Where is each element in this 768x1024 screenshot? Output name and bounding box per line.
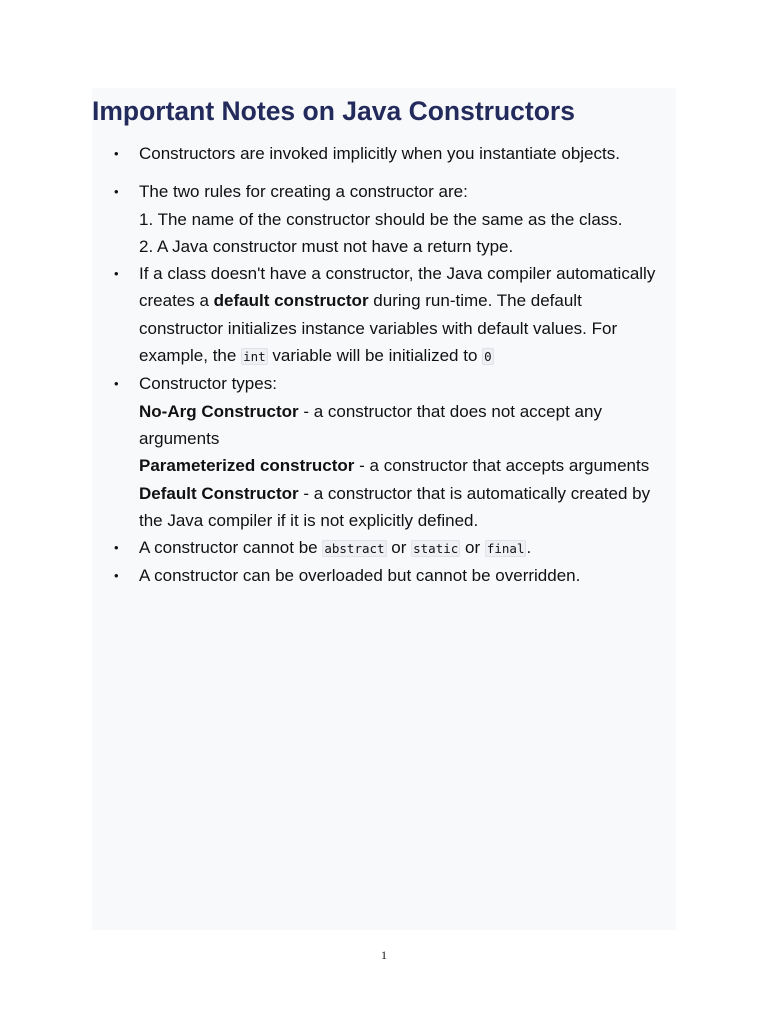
parameterized-description: - a constructor that accepts arguments (354, 456, 650, 476)
rule-1-text: 1. The name of the constructor should be the same as the class. (139, 209, 623, 229)
default-type-description: - a constructor that is automatically created by (298, 483, 651, 503)
modifiers-text: or (460, 538, 485, 558)
abstract-code: abstract (324, 541, 385, 557)
rule-2-text: 2. A Java constructor must not have a return type. (139, 236, 514, 256)
default-type-line-continued: the Java compiler if it is not explicitly defined. (139, 510, 479, 530)
default-type-line (139, 480, 682, 507)
default-note-line-3: constructor initializes instance variables with default values. For (139, 318, 618, 338)
default-note-line-4 (139, 342, 682, 370)
default-note-text: example, the (139, 346, 242, 366)
default-note-line-2 (139, 287, 682, 314)
static-code: static (413, 541, 459, 557)
bullet-icon: • (114, 266, 119, 282)
default-type-term: Default Constructor (139, 483, 299, 503)
bullet-icon: • (114, 540, 119, 556)
notes-list (92, 140, 682, 590)
page-number: 1 (381, 948, 387, 962)
zero-code: 0 (484, 349, 492, 365)
document-content (92, 88, 682, 590)
no-arg-description: - a constructor that does not accept any (298, 401, 602, 421)
page-title: Important Notes on Java Constructors (92, 96, 575, 126)
bullet-icon: • (114, 568, 119, 584)
modifiers-text: A constructor cannot be (139, 538, 323, 558)
bullet-icon: • (114, 376, 119, 392)
list-item-modifiers (92, 534, 682, 562)
no-arg-term: No-Arg Constructor (139, 401, 299, 421)
bullet-icon: • (114, 184, 119, 200)
list-item-overload (92, 562, 682, 589)
rules-intro-text: The two rules for creating a constructor are: (139, 182, 468, 202)
default-note-text: during run-time. The default (368, 291, 582, 311)
no-arg-line (139, 398, 682, 425)
parameterized-line (139, 452, 682, 479)
default-note-text: variable will be initialized to (267, 346, 483, 366)
overload-text: A constructor can be overloaded but cannot be overridden. (139, 566, 581, 586)
default-note-text: creates a (139, 291, 214, 311)
parameterized-term: Parameterized constructor (139, 456, 355, 476)
note-implicit-text: Constructors are invoked implicitly when you instantiate objects. (139, 144, 620, 163)
list-item-constructor-types (92, 370, 682, 534)
modifiers-text: . (526, 538, 532, 558)
list-item-implicit (92, 140, 682, 167)
bullet-icon: • (114, 146, 119, 161)
types-intro-text: Constructor types: (139, 374, 277, 394)
list-item-default-constructor (92, 260, 682, 370)
final-code: final (486, 541, 525, 557)
default-note-line-1: If a class doesn't have a constructor, the Java compiler automatically (139, 264, 656, 284)
no-arg-line-continued: arguments (139, 428, 220, 448)
list-item-rules (92, 178, 682, 260)
int-code: int (243, 349, 266, 365)
modifiers-text: or (386, 538, 412, 558)
default-constructor-term: default constructor (213, 291, 369, 311)
modifiers-line (139, 534, 682, 562)
